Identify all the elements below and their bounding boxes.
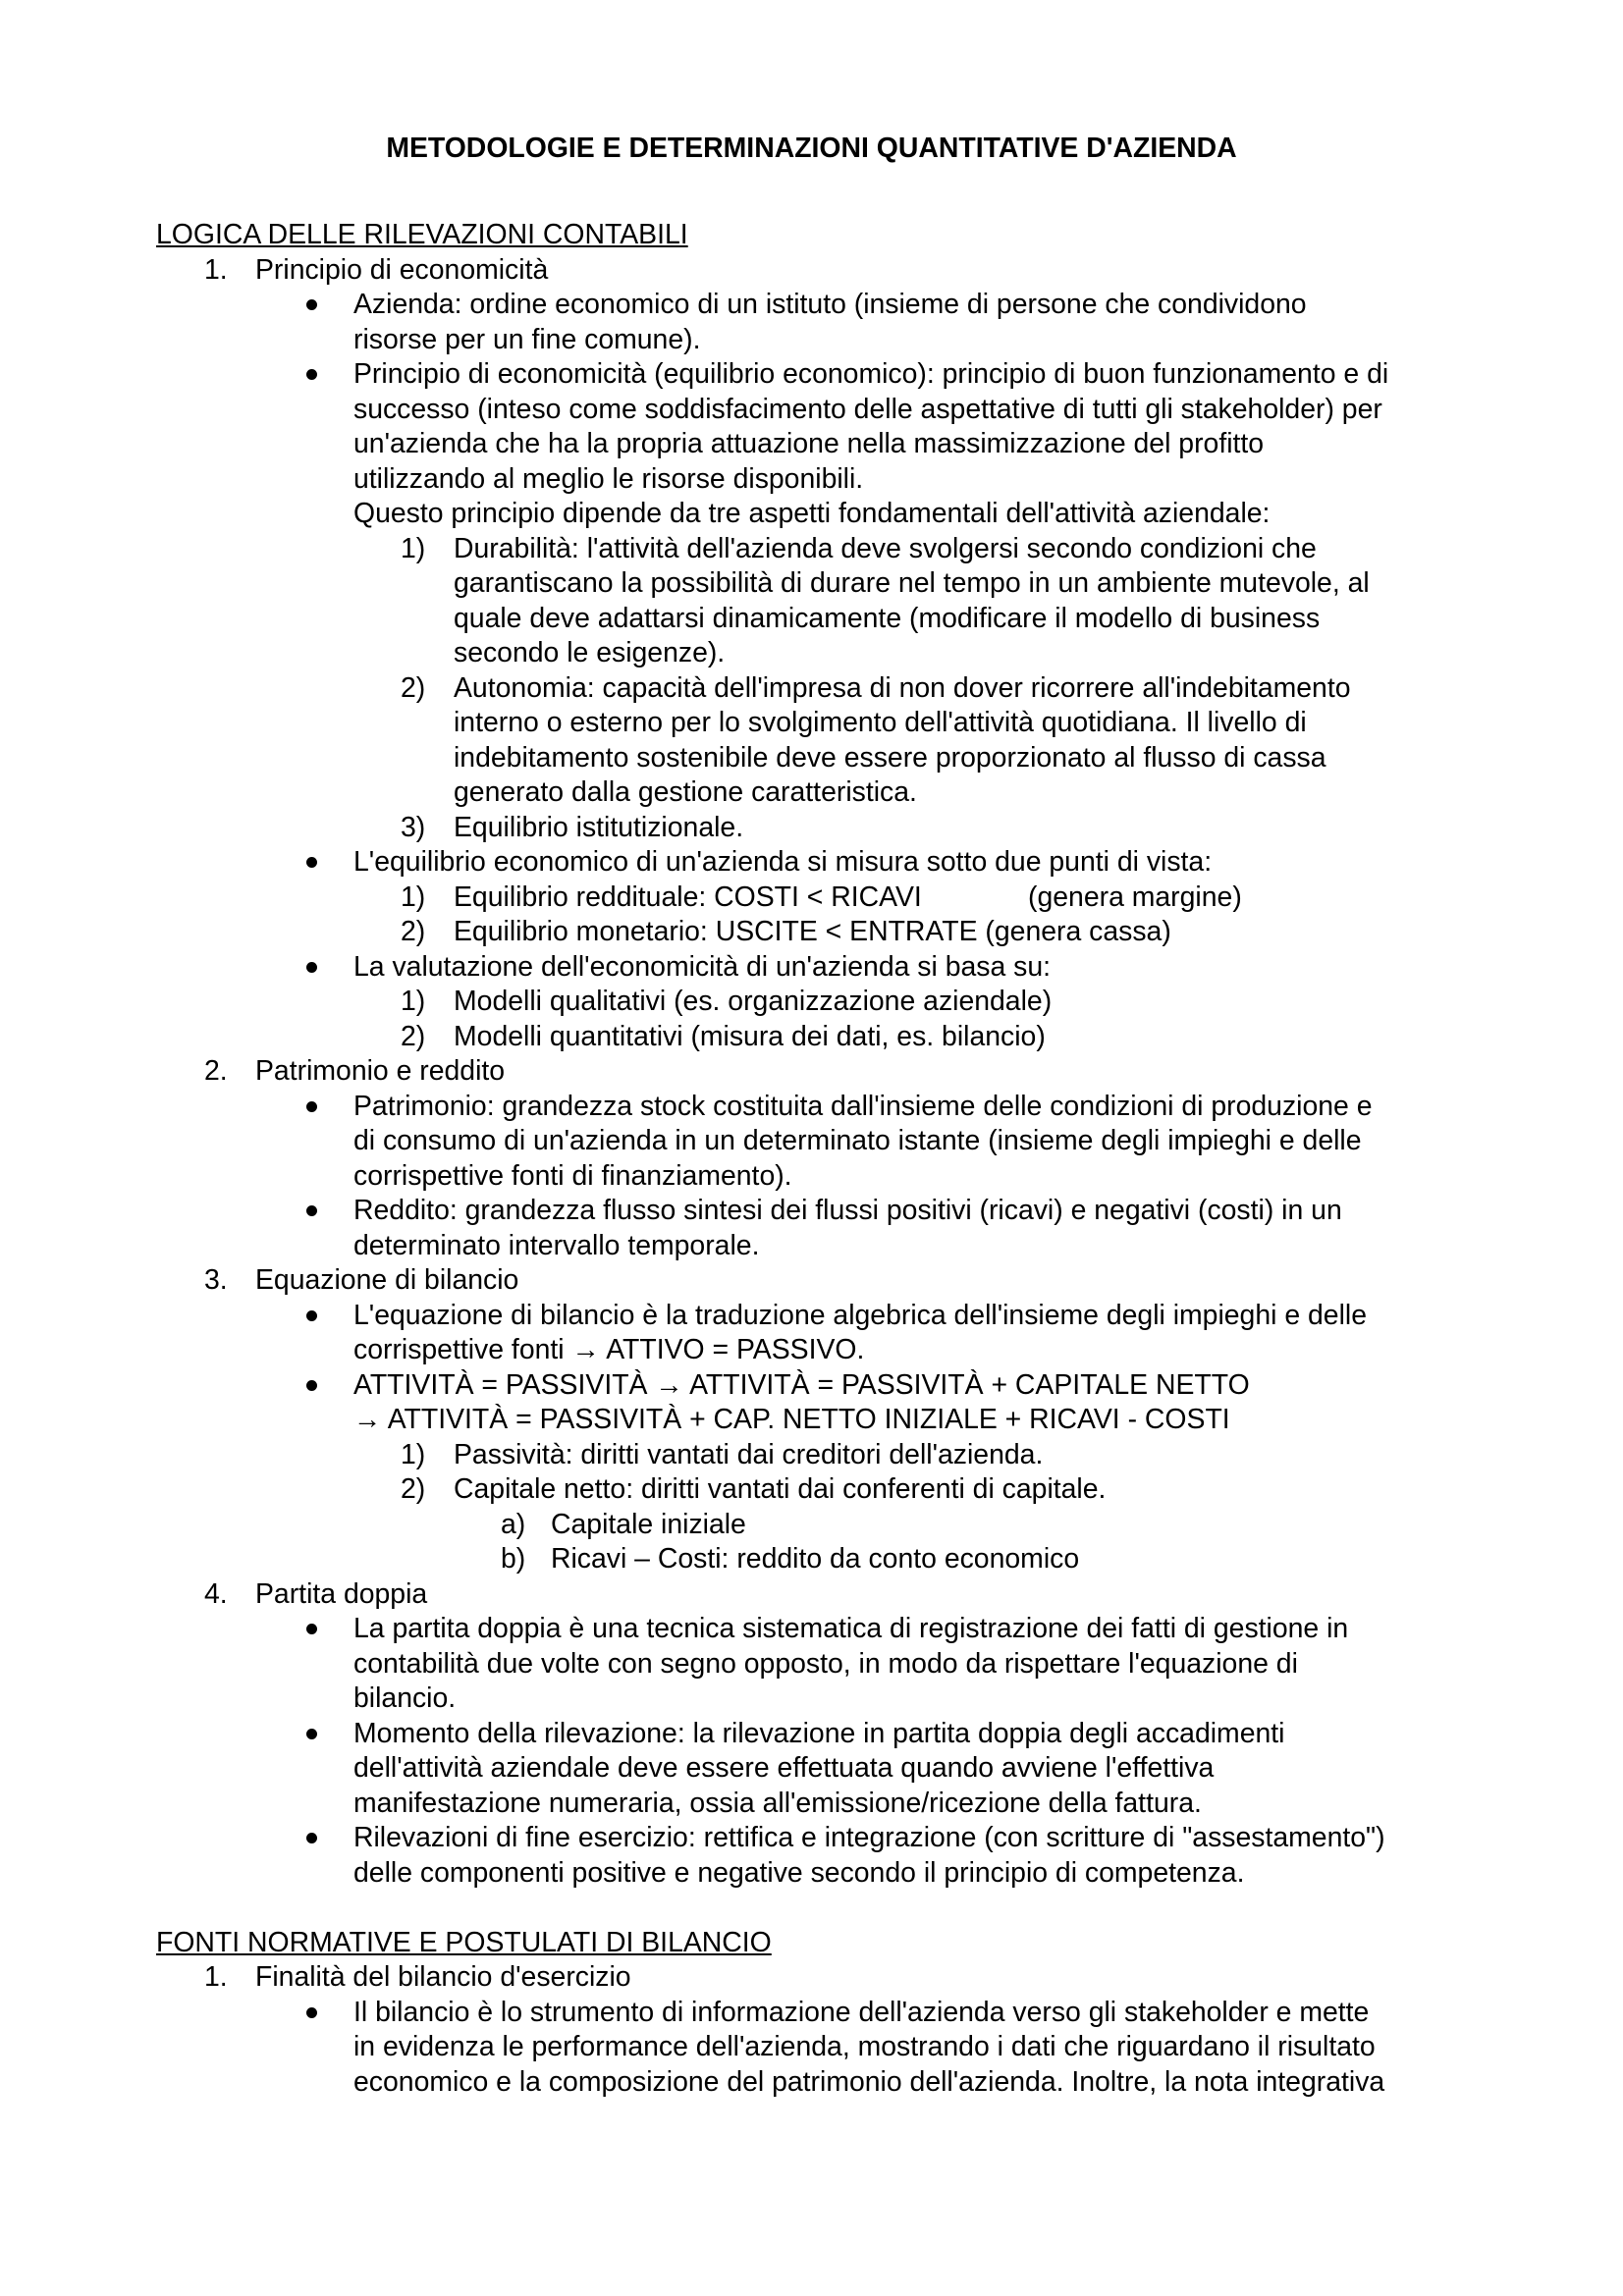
- bullet-icon: [306, 1624, 317, 1634]
- bullet-icon: [306, 369, 317, 380]
- bullet-text-line: economico e la composizione del patrimonio dell'azienda. Inoltre, la nota integrativa: [353, 2065, 1385, 2098]
- sub-list-text-line: Capitale netto: diritti vantati dai conferenti di capitale.: [454, 1473, 1107, 1505]
- sub-list-text-line: Equilibrio reddituale: COSTI < RICAVI: [454, 881, 922, 913]
- bullet-text-line: contabilità due volte con segno opposto, in modo da rispettare l'equazione di: [353, 1647, 1298, 1680]
- bullet-text-line: Questo principio dipende da tre aspetti fondamentali dell'attività aziendale:: [353, 498, 1271, 529]
- sub-list-text-line: Modelli qualitativi (es. organizzazione aziendale): [454, 986, 1053, 1017]
- section-heading: LOGICA DELLE RILEVAZIONI CONTABILI: [156, 219, 688, 250]
- bullet-text-line: Principio di economicità (equilibrio economico): principio di buon funzionamento e di: [353, 358, 1389, 390]
- list-item-title: Equazione di bilancio: [255, 1264, 519, 1296]
- bullet-text-line: dell'attività aziendale deve essere effettuata quando avviene l'effettiva: [353, 1752, 1215, 1784]
- sub-list-number: 1): [401, 881, 426, 913]
- list-number: 3.: [204, 1264, 228, 1296]
- bullet-text-line: La partita doppia è una tecnica sistematica di registrazione dei fatti di gestione in: [353, 1613, 1349, 1644]
- bullet-text-line: Patrimonio: grandezza stock costituita dall'insieme delle condizioni di produzione e: [353, 1090, 1373, 1122]
- sub-list-text-line: generato dalla gestione caratteristica.: [454, 776, 917, 808]
- sub-list-number: 2): [401, 916, 426, 947]
- bullet-text-line: manifestazione numeraria, ossia all'emissione/ricezione della fattura.: [353, 1787, 1202, 1819]
- bullet-icon: [306, 1833, 317, 1843]
- sub-list-text-line: Modelli quantitativi (misura dei dati, es. bilancio): [454, 1020, 1046, 1052]
- bullet-text-line: determinato intervallo temporale.: [353, 1229, 760, 1261]
- bullet-text-line: L'equazione di bilancio è la traduzione algebrica dell'insieme degli impieghi e delle: [353, 1299, 1367, 1331]
- sub-list-text-line: secondo le esigenze).: [454, 637, 726, 668]
- sub-list-text-line: Autonomia: capacità dell'impresa di non dover ricorrere all'indebitamento: [454, 671, 1351, 704]
- bullet-text-line: ATTIVITÀ = PASSIVITÀ → ATTIVITÀ = PASSIVITÀ + CAPITALE NETTO: [353, 1368, 1250, 1401]
- sub-sub-list-letter: a): [501, 1508, 526, 1540]
- bullet-text-line: La valutazione dell'economicità di un'azienda si basa su:: [353, 950, 1052, 983]
- bullet-text-line: utilizzando al meglio le risorse disponibili.: [353, 462, 864, 495]
- sub-list-text-line: indebitamento sostenibile deve essere proporzionato al flusso di cassa: [454, 741, 1326, 774]
- sub-list-text-line: Equilibrio istitutizionale.: [454, 811, 744, 843]
- bullet-text-line: corrispettive fonti di finanziamento).: [353, 1159, 792, 1192]
- section-heading: FONTI NORMATIVE E POSTULATI DI BILANCIO: [156, 1926, 772, 1958]
- sub-list-number: 1): [401, 1438, 426, 1470]
- bullet-text-line: bilancio.: [353, 1682, 457, 1714]
- list-item-title: Principio di economicità: [255, 253, 549, 286]
- sub-list-number: 2): [401, 1473, 426, 1505]
- bullet-text-line: delle componenti positive e negative secondo il principio di competenza.: [353, 1856, 1245, 1889]
- sub-list-text-line: Durabilità: l'attività dell'azienda deve svolgersi secondo condizioni che: [454, 532, 1317, 564]
- sub-list-text-line: Ricavi – Costi: reddito da conto economico: [551, 1543, 1080, 1575]
- bullet-text-line: Reddito: grandezza flusso sintesi dei flussi positivi (ricavi) e negativi (costi) in un: [353, 1195, 1342, 1226]
- sub-list-aside: (genera margine): [1028, 881, 1242, 913]
- bullet-text-line: L'equilibrio economico di un'azienda si misura sotto due punti di vista:: [353, 846, 1213, 878]
- bullet-text-line: Azienda: ordine economico di un istituto (insieme di persone che condividono: [353, 289, 1307, 320]
- sub-list-number: 1): [401, 986, 426, 1017]
- bullet-icon: [306, 857, 317, 868]
- bullet-text-line: un'azienda che ha la propria attuazione nella massimizzazione del profitto: [353, 428, 1265, 459]
- sub-list-text-line: garantiscano la possibilità di durare nel tempo in un ambiente mutevole, al: [454, 567, 1370, 599]
- list-number: 2.: [204, 1055, 228, 1087]
- bullet-text-line: → ATTIVITÀ = PASSIVITÀ + CAP. NETTO INIZIALE + RICAVI - COSTI: [353, 1404, 1230, 1435]
- bullet-icon: [306, 1205, 317, 1216]
- sub-list-text-line: quale deve adattarsi dinamicamente (modificare il modello di business: [454, 602, 1321, 634]
- bullet-text-line: Il bilancio è lo strumento di informazione dell'azienda verso gli stakeholder e mette: [353, 1996, 1370, 2028]
- bullet-text-line: corrispettive fonti → ATTIVO = PASSIVO.: [353, 1334, 865, 1365]
- bullet-text-line: Momento della rilevazione: la rilevazione in partita doppia degli accadimenti: [353, 1717, 1285, 1749]
- bullet-text-line: risorse per un fine comune).: [353, 323, 701, 355]
- list-item-title: Finalità del bilancio d'esercizio: [255, 1961, 631, 1993]
- sub-list-number: 1): [401, 532, 426, 564]
- sub-list-number: 3): [401, 811, 426, 843]
- sub-list-text-line: Equilibrio monetario: USCITE < ENTRATE (genera cassa): [454, 916, 1171, 947]
- sub-list-text-line: Passività: diritti vantati dai creditori dell'azienda.: [454, 1438, 1044, 1470]
- bullet-text-line: Rilevazioni di fine esercizio: rettifica e integrazione (con scritture di "assestamento"): [353, 1822, 1385, 1853]
- bullet-icon: [306, 962, 317, 973]
- bullet-icon: [306, 1310, 317, 1321]
- document-title: METODOLOGIE E DETERMINAZIONI QUANTITATIVE D'AZIENDA: [386, 133, 1237, 164]
- list-item-title: Partita doppia: [255, 1577, 428, 1610]
- bullet-text-line: di consumo di un'azienda in un determinato istante (insieme degli impieghi e delle: [353, 1125, 1362, 1156]
- list-item-title: Patrimonio e reddito: [255, 1055, 506, 1087]
- list-number: 4.: [204, 1577, 228, 1610]
- bullet-icon: [306, 1380, 317, 1391]
- bullet-text-line: successo (inteso come soddisfacimento delle aspettative di tutti gli stakeholder) per: [353, 393, 1382, 425]
- sub-list-text-line: Capitale iniziale: [551, 1508, 746, 1540]
- list-number: 1.: [204, 1961, 228, 1993]
- bullet-text-line: in evidenza le performance dell'azienda, mostrando i dati che riguardano il risultato: [353, 2031, 1376, 2062]
- bullet-icon: [306, 1101, 317, 1112]
- bullet-icon: [306, 299, 317, 310]
- sub-sub-list-letter: b): [501, 1543, 526, 1575]
- sub-list-number: 2): [401, 1020, 426, 1052]
- sub-list-text-line: interno o esterno per lo svolgimento dell'attività quotidiana. Il livello di: [454, 707, 1307, 738]
- bullet-icon: [306, 1729, 317, 1739]
- bullet-icon: [306, 2007, 317, 2018]
- list-number: 1.: [204, 253, 228, 286]
- sub-list-number: 2): [401, 671, 426, 704]
